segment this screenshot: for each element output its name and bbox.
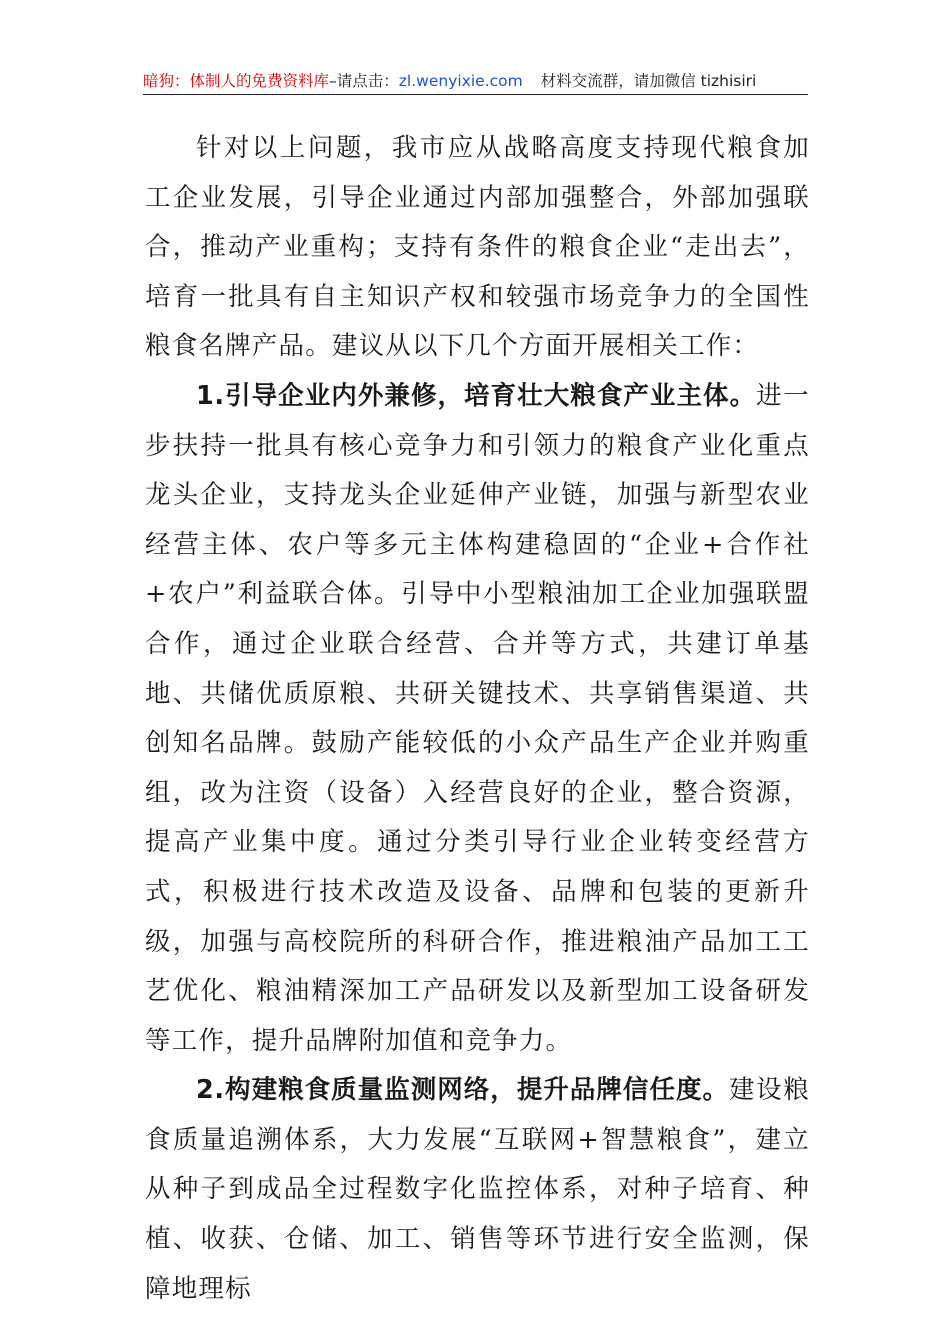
section-heading: 2.构建粮食质量监测网络，提升品牌信任度。 — [196, 1075, 730, 1106]
section-heading: 1.引导企业内外兼修，培育壮大粮食产业主体。 — [196, 380, 757, 411]
paragraph-text: 针对以上问题，我市应从战略高度支持现代粮食加工企业发展，引导企业通过内部加强整合，外部加强联合，推动产业重构；支持有条件的粮食企业“走出去”，培育一批具有自主知识产权和较强市场竞争力的全国性粮食名牌产品。建议从以下几个方面开展相关工作： — [145, 133, 810, 362]
paragraph-section-1 — [145, 372, 810, 1066]
header-link[interactable]: zl.wenyixie.com — [398, 72, 523, 90]
paragraph-text: 进一步扶持一批具有核心竞争力和引领力的粮食产业化重点龙头企业，支持龙头企业延伸产业链，加强与新型农业经营主体、农户等多元主体构建稳固的“企业+合作社+农户”利益联合体。引导中小型粮油加工企业加强联盟合作，通过企业联合经营、合并等方式，共建订单基地、共储优质原粮、共研关键技术、共享销售渠道、共创知名品牌。鼓励产能较低的小众产品生产企业并购重组，改为注资（设备）入经营良好的企业，整合资源，提高产业集中度。通过分类引导行业企业转变经营方式，积极进行技术改造及设备、品牌和包装的更新升级，加强与高校院所的科研合作，推进粮油产品加工工艺优化、粮油精深加工产品研发以及新型加工设备研发等工作，提升品牌附加值和竞争力。 — [145, 380, 810, 1056]
paragraph-section-2 — [145, 1066, 810, 1314]
header-prompt: –请点击： — [329, 72, 399, 90]
page-header — [143, 70, 808, 95]
header-contact: 材料交流群，请加微信 tizhisiri — [540, 72, 757, 90]
header-brand: 暗狗：体制人的免费资料库 — [143, 72, 330, 90]
paragraph-text: 建设粮食质量追溯体系，大力发展“互联网+智慧粮食”，建立从种子到成品全过程数字化监控体系，对种子培育、种植、收获、仓储、加工、销售等环节进行安全监测，保障地理标 — [145, 1075, 810, 1304]
paragraph-intro — [145, 124, 810, 372]
document-body — [145, 124, 810, 1314]
